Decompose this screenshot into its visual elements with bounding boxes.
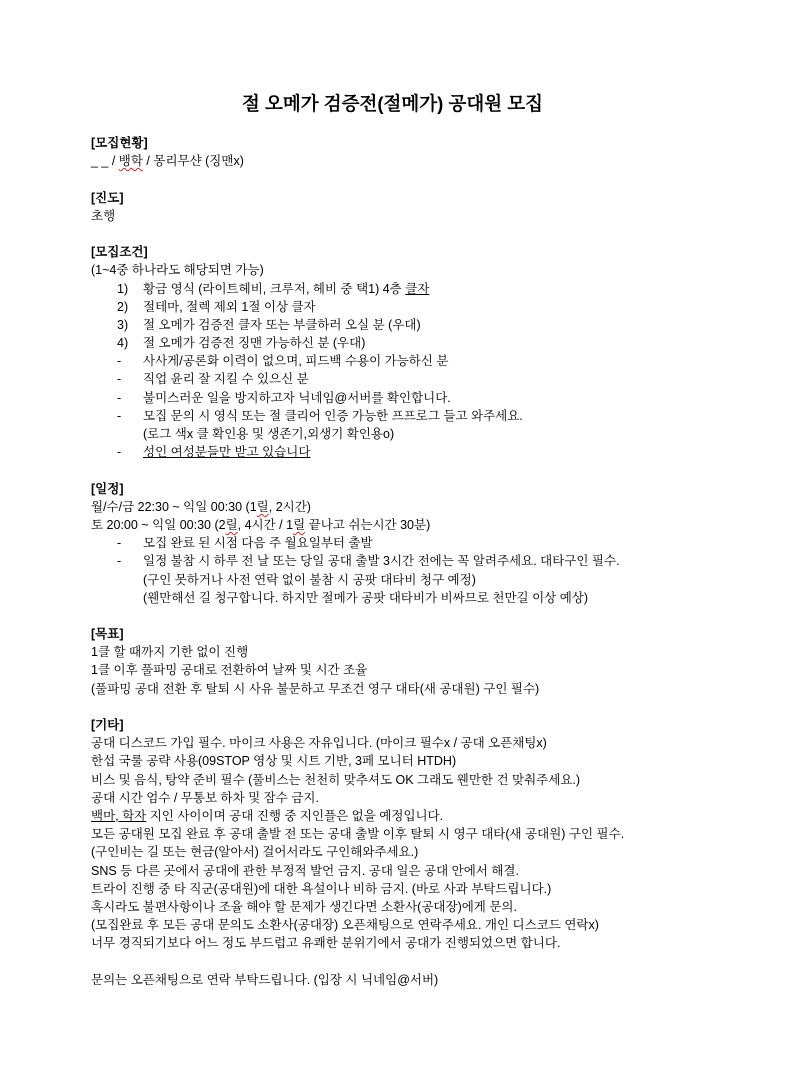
contact-line: 문의는 오픈채팅으로 연락 부탁드립니다. (입장 시 닉네임@서버) — [91, 972, 439, 987]
progress-value: 초행 — [91, 208, 116, 223]
item-text: 일정 불참 시 하루 전 날 또는 당일 공대 출발 3시간 전에는 꼭 알려주세요. 대타구인 필수. — [143, 554, 620, 569]
schedule-text: 토 20:00 ~ 익일 00:30 (2 — [91, 517, 226, 532]
etc-line: 모든 공대원 모집 완료 후 공대 출발 전 또는 공대 출발 이후 탈퇴 시 영구 대타(새 공대원) 구인 필수. — [91, 827, 625, 842]
item-underlined-text: 성인 여성분들만 받고 있습니다 — [143, 445, 311, 460]
numbered-item — [91, 298, 731, 316]
item-text: 불미스러운 일을 방지하고자 닉네임@서버를 확인합니다. — [143, 390, 451, 405]
numbered-item — [91, 316, 731, 334]
conditions-intro: (1~4중 하나라도 해당되면 가능) — [91, 263, 264, 278]
item-text: 황금 영식 (라이트헤비, 크루저, 헤비 중 택1) 4층 — [143, 281, 406, 296]
spellcheck-word: 뱅학 — [118, 154, 143, 169]
bullet-continuation: (로그 색x 클 확인용 및 생존기,외생기 확인용o) — [143, 427, 395, 441]
bullet-marker: - — [117, 372, 122, 387]
acquaintance-text: 지인 사이이며 공대 진행 중 지인플은 없을 예정입니다. — [146, 808, 444, 823]
item-text: 사사게/공론화 이력이 없으며, 피드백 수용이 가능하신 분 — [143, 354, 449, 369]
bullet-marker: - — [117, 354, 122, 369]
schedule-text: 끝나고 쉬는시간 30분) — [305, 517, 431, 532]
bullet-item — [91, 534, 731, 552]
bullet-item — [91, 352, 731, 370]
item-text: 절테마, 절렉 제외 1절 이상 클자 — [143, 299, 316, 314]
bullet-item — [91, 389, 731, 407]
etc-line: 너무 경직되기보다 어느 정도 부드럽고 유쾌한 분위기에서 공대가 진행되었으면 합니다. — [91, 936, 561, 951]
goal-line: 1클 이후 풀파밍 공대로 전환하여 날짜 및 시간 조율 — [91, 663, 368, 678]
numbered-item — [91, 280, 731, 298]
section-heading-etc: [기타] — [91, 718, 124, 732]
etc-line: (구인비는 길 또는 현금(알아서) 걸어서라도 구인해와주세요.) — [91, 845, 419, 860]
bullet-marker: - — [117, 554, 122, 569]
bullet-marker: - — [117, 408, 122, 423]
schedule-weekday — [91, 498, 731, 516]
etc-line: 공대 시간 엄수 / 무통보 하차 및 잠수 금지. — [91, 790, 319, 805]
etc-line: 한섭 국룰 공략 사용(09STOP 영상 및 시트 기반, 3페 모니터 HTDH) — [91, 754, 457, 769]
bullet-item — [91, 370, 731, 388]
schedule-text: 월/수/금 22:30 ~ 익일 00:30 (1 — [91, 499, 257, 514]
section-heading-recruit-status: [모집현황] — [91, 136, 148, 150]
item-number: 3) — [117, 317, 129, 332]
section-heading-goal: [목표] — [91, 627, 124, 642]
etc-line: 공대 디스코드 가입 필수. 마이크 사용은 자유입니다. (마이크 필수x / 공대 오픈채팅x) — [91, 736, 547, 751]
item-underlined-text: 클자 — [405, 281, 430, 296]
bullet-item — [91, 552, 731, 570]
schedule-text: , 2시간) — [268, 499, 311, 514]
etc-line: SNS 등 다른 곳에서 공대에 관한 부정적 발언 금지. 공대 일은 공대 안에서 해결. — [91, 863, 519, 878]
schedule-saturday — [91, 516, 731, 534]
etc-line-acquaintance — [91, 807, 731, 825]
item-number: 4) — [117, 336, 129, 351]
bullet-continuation: (웬만해선 길 청구합니다. 하지만 절메가 공팟 대타비가 비싸므로 천만길 이상 예상) — [143, 590, 589, 605]
item-number: 2) — [117, 299, 129, 314]
spellcheck-word: 릴 — [293, 517, 306, 532]
section-heading-schedule: [일정] — [91, 481, 124, 496]
acquaintance-jobs: 백마, 학자 — [91, 808, 147, 823]
item-text: 직업 윤리 잘 지킬 수 있으신 분 — [143, 372, 309, 387]
bullet-marker: - — [117, 390, 122, 405]
bullet-item — [91, 407, 731, 425]
goal-line: 1클 할 때까지 기한 없이 진행 — [91, 645, 249, 660]
item-text: 절 오메가 검증전 클자 또는 부클하러 오실 분 (우대) — [143, 317, 421, 332]
item-text: 모집 문의 시 영식 또는 절 클리어 인증 가능한 프프로그 들고 와주세요. — [143, 408, 523, 423]
bullet-item — [91, 443, 731, 461]
item-text: 절 오메가 검증전 징맨 가능하신 분 (우대) — [143, 336, 366, 351]
section-heading-progress: [진도] — [91, 190, 124, 205]
spellcheck-word: 릴 — [225, 517, 238, 532]
numbered-item — [91, 334, 731, 352]
item-text: 모집 완료 된 시점 다음 주 월요일부터 출발 — [143, 536, 373, 551]
recruit-status-prefix: _ _ / — [91, 154, 119, 169]
page-title: 절 오메가 검증전(절메가) 공대원 모집 — [242, 93, 543, 114]
bullet-continuation: (구인 못하거나 사전 연락 없이 불참 시 공팟 대타비 청구 예정) — [143, 572, 476, 587]
bullet-marker: - — [117, 445, 122, 460]
recruit-status-rest: / 몽리무샨 (징맨x) — [142, 154, 244, 169]
schedule-text: , 4시간 / 1 — [237, 517, 294, 532]
etc-line: 트라이 진행 중 타 직군(공대원)에 대한 욕설이나 비하 금지. (바로 사과 부탁드립니다.) — [91, 881, 552, 896]
recruit-status-line — [91, 152, 731, 170]
section-heading-conditions: [모집조건] — [91, 245, 148, 260]
goal-line: (풀파밍 공대 전환 후 탈퇴 시 사유 불문하고 무조건 영구 대타(새 공대원) 구인 필수) — [91, 681, 540, 696]
item-number: 1) — [117, 281, 129, 296]
etc-line: 비스 및 음식, 탕약 준비 필수 (풀비스는 천천히 맞추셔도 OK 그래도 웬만한 건 맞춰주세요.) — [91, 772, 581, 787]
bullet-marker: - — [117, 536, 122, 551]
etc-line: 혹시라도 불편사항이나 조율 해야 할 문제가 생긴다면 소환사(공대장)에게 문의. — [91, 899, 517, 914]
document-body — [91, 134, 731, 989]
spellcheck-word: 릴 — [256, 499, 269, 514]
etc-line: (모집완료 후 모든 공대 문의도 소환사(공대장) 오픈채팅으로 연락주세요. 개인 디스코드 연락x) — [91, 918, 599, 933]
